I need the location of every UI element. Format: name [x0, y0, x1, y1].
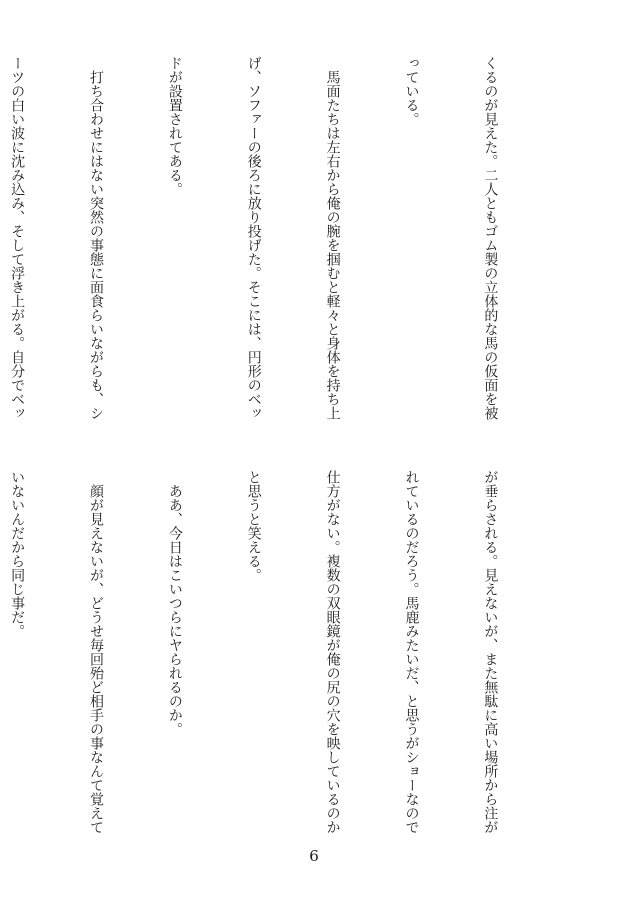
page-number: 6: [309, 847, 319, 865]
text-line: が垂らされる。見えないが、また無駄に高い場所から注が: [482, 470, 499, 834]
text-line: いないんだから同じ事だ。: [9, 470, 26, 638]
text-line: っている。: [403, 56, 420, 126]
text-line: ドが設置されてある。: [166, 56, 183, 196]
text-line: 仕方がない。複数の双眼鏡が俺の尻の穴を映しているのか: [324, 470, 341, 834]
text-line: ああ、今日はこいつらにヤられるのか。: [166, 470, 183, 736]
text-line: れているのだろう。馬鹿みたいだ、と思うがショーなので: [403, 470, 420, 834]
text-line: げ、ソファーの後ろに放り投げた。そこには、円形のベッ: [245, 56, 262, 420]
text-block-lower: [9, 470, 556, 856]
text-line: ーツの白い波に沈み込み、そして浮き上がる。自分でベッ: [9, 56, 26, 420]
text-line: 馬面たちは左右から俺の腕を掴むと軽々と身体を持ち上: [324, 56, 341, 420]
text-block-upper: [9, 56, 556, 442]
text-line: と思うと笑える。: [245, 470, 262, 582]
text-line: 打ち合わせにはない突然の事態に面食らいながらも、シ: [87, 56, 104, 420]
text-line: くるのが見えた。二人ともゴム製の立体的な馬の仮面を被: [482, 56, 499, 420]
text-line: 顔が見えないが、どうせ毎回殆ど相手の事なんて覚えて: [87, 470, 104, 834]
